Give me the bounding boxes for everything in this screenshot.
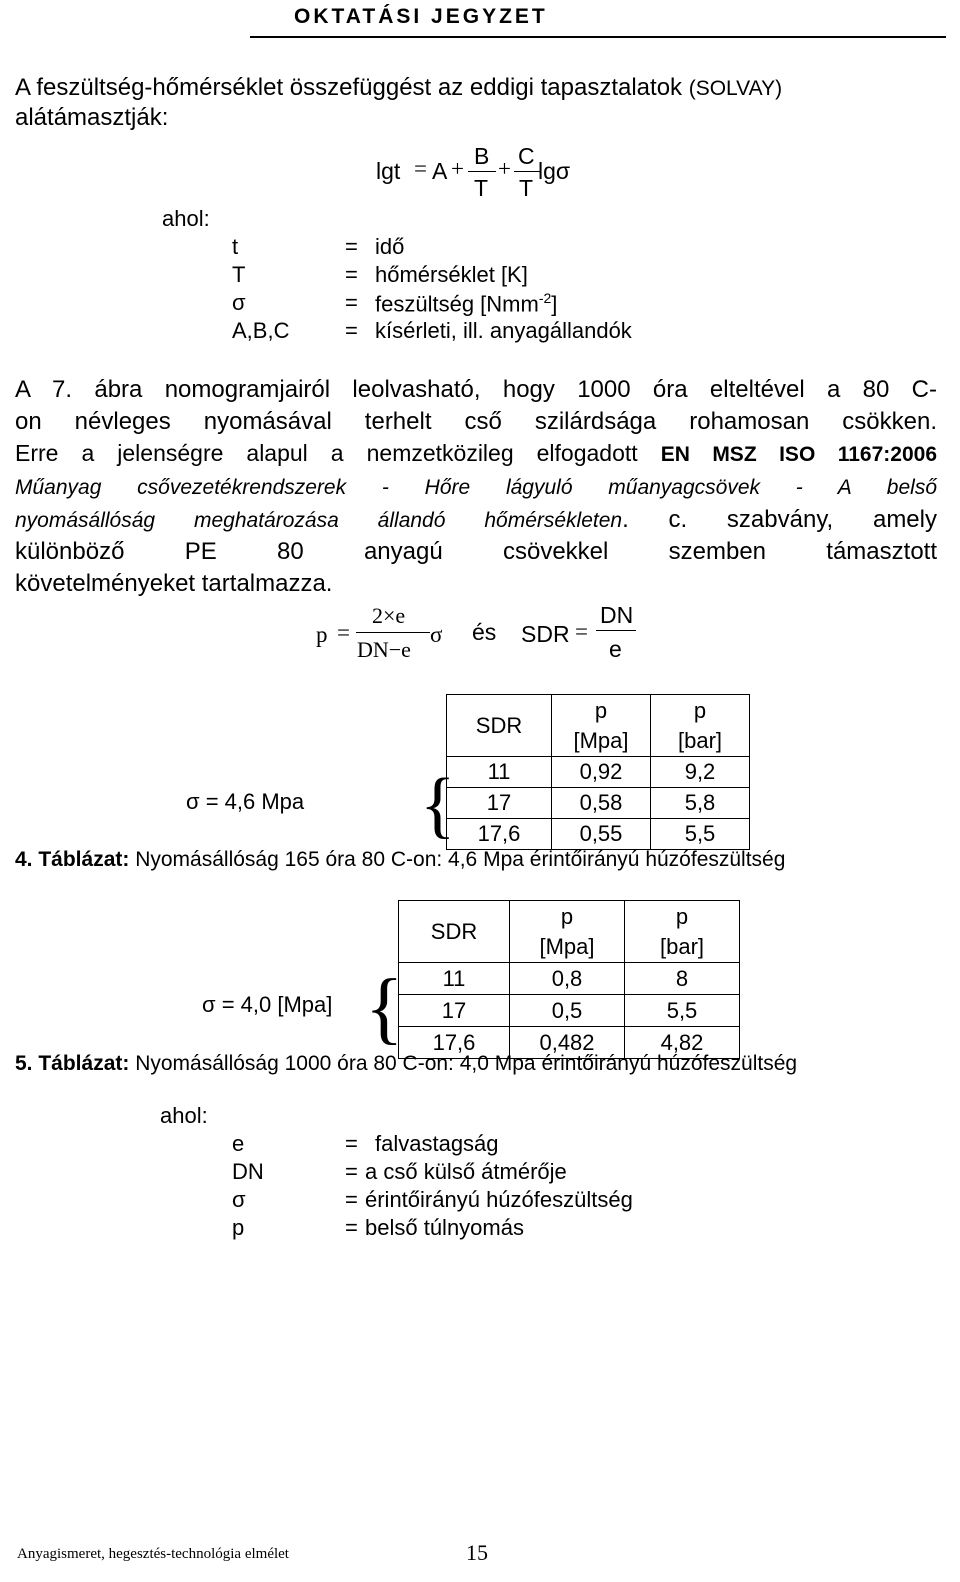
table5-sigma-label: σ = 4,0 [Mpa] xyxy=(202,992,333,1017)
intro-text: A feszültség-hőmérséklet összefüggést az eddigi tapasztalatok xyxy=(15,74,689,101)
table-header-cell: SDR xyxy=(399,901,510,963)
legend2-symbol: p xyxy=(232,1215,245,1240)
legend2-desc: a cső külső átmérője xyxy=(365,1159,567,1184)
table-cell: 0,55 xyxy=(552,819,651,850)
legend2-eq: = xyxy=(345,1159,358,1184)
formula2-dn: DN xyxy=(600,602,634,628)
standard-reference: EN MSZ ISO 1167:2006 xyxy=(660,443,938,466)
legend2-symbol: e xyxy=(232,1131,245,1156)
legend1-symbol: σ xyxy=(232,290,246,315)
table-cell: 17,6 xyxy=(447,819,552,850)
formula2-es: és xyxy=(472,619,497,645)
paragraph-line: különböző PE 80 anyagú csövekkel szemben támasztott xyxy=(15,538,937,565)
formula2-eq: = xyxy=(337,620,350,645)
paragraph-line: nyomásállóság meghatározása állandó hőmérsékleten. c. szabvány, amely xyxy=(15,506,937,533)
table-header-cell: SDR xyxy=(447,695,552,757)
paragraph-line: követelményeket tartalmazza. xyxy=(15,570,333,597)
legend2-desc: belső túlnyomás xyxy=(365,1215,524,1240)
formula2-sdr: SDR xyxy=(521,621,570,647)
legend1-desc: hőmérséklet [K] xyxy=(375,262,528,287)
legend1-desc: feszültség [Nmm$^{-2}$] xyxy=(375,290,558,317)
table-cell: 5,5 xyxy=(651,819,750,850)
table-cell: 0,5 xyxy=(510,995,625,1027)
legend2-eq: = xyxy=(345,1215,358,1240)
table-cell: 8 xyxy=(625,963,740,995)
table-row xyxy=(399,963,740,995)
legend2-symbol: σ xyxy=(232,1187,246,1212)
paragraph-line: A 7. ábra nomogramjairól leolvasható, hogy 1000 óra elteltével a 80 C- xyxy=(15,376,937,403)
table-row xyxy=(399,995,740,1027)
table-cell: 0,92 xyxy=(552,757,651,788)
legend1-desc: idő xyxy=(375,234,405,259)
table-cell: 9,2 xyxy=(651,757,750,788)
formula2-numerator: 2×e xyxy=(372,603,406,628)
legend1-eq: = xyxy=(345,318,358,343)
fraction-bar xyxy=(468,171,496,172)
legend1-eq: = xyxy=(345,262,358,287)
formula2-sigma: σ xyxy=(430,622,443,647)
table-cell: 17 xyxy=(447,788,552,819)
table-5 xyxy=(398,900,740,1059)
table-cell: 4,82 xyxy=(625,1027,740,1059)
legend1-symbol: t xyxy=(232,234,239,259)
intro-paren: (SOLVAY) xyxy=(688,77,783,100)
formula1-plus-1: + xyxy=(451,156,464,181)
legend1-eq: = xyxy=(345,234,358,259)
document-header-title: OKTATÁSI JEGYZET xyxy=(294,5,548,28)
table-header-row xyxy=(399,901,740,963)
intro-line-2: alátámasztják: xyxy=(15,104,169,131)
legend2-desc: falvastagság xyxy=(375,1131,499,1156)
brace-icon: { xyxy=(420,764,456,846)
footer-course-title: Anyagismeret, hegesztés-technológia elmélet xyxy=(17,1546,289,1562)
table-cell: 17,6 xyxy=(399,1027,510,1059)
table-row xyxy=(447,788,750,819)
table-header-cell: p [bar] xyxy=(625,901,740,963)
paragraph-line: Erre a jelenségre alapul a nemzetközileg elfogadott EN MSZ ISO 1167:2006 xyxy=(15,440,938,466)
formula1-plus-2: + xyxy=(498,156,511,181)
formula1-c-denominator: T xyxy=(519,175,534,201)
table-header-cell: p [Mpa] xyxy=(510,901,625,963)
legend2-label: ahol: xyxy=(160,1103,208,1128)
formula1-lhs: lgt xyxy=(376,158,401,184)
table-cell: 0,58 xyxy=(552,788,651,819)
legend2-eq: = xyxy=(345,1131,358,1156)
formula1-tail: lgσ xyxy=(538,158,571,184)
paragraph-line: on névleges nyomásával terhelt cső szilárdsága rohamosan csökken. xyxy=(15,408,937,435)
legend2-symbol: DN xyxy=(232,1159,264,1184)
table4-caption: 4. Táblázat: Nyomásállóság 165 óra 80 C-on: 4,6 Mpa érintőirányú húzófeszültség xyxy=(15,848,786,871)
formula2-denominator: DN−e xyxy=(357,637,411,662)
table-row xyxy=(447,819,750,850)
legend1-symbol: A,B,C xyxy=(232,318,290,343)
table-header-cell: p [Mpa] xyxy=(552,695,651,757)
table-row xyxy=(447,757,750,788)
legend1-desc: kísérleti, ill. anyagállandók xyxy=(375,318,632,343)
formula1-eq: = xyxy=(414,156,427,181)
page-number: 15 xyxy=(466,1540,488,1565)
standard-title-line: Műanyag csővezetékrendszerek - Hőre lágyuló műanyagcsövek - A belső xyxy=(15,476,937,499)
formula2-eq2: = xyxy=(575,619,588,644)
legend1-symbol: T xyxy=(232,262,246,287)
fraction-bar xyxy=(596,630,636,631)
legend2-desc: érintőirányú húzófeszültség xyxy=(365,1187,633,1212)
table-cell: 11 xyxy=(447,757,552,788)
legend1-eq: = xyxy=(345,290,358,315)
formula1-c-numerator: C xyxy=(518,143,535,169)
table-cell: 5,5 xyxy=(625,995,740,1027)
formula2-e: e xyxy=(609,636,622,662)
table-header-row xyxy=(447,695,750,757)
table-cell: 5,8 xyxy=(651,788,750,819)
formula1-a: A xyxy=(432,158,448,184)
table-cell: 17 xyxy=(399,995,510,1027)
formula1-b-denominator: T xyxy=(474,175,489,201)
table5-caption: 5. Táblázat: Nyomásállóság 1000 óra 80 C-on: 4,0 Mpa érintőirányú húzófeszültség xyxy=(15,1052,798,1075)
legend2-eq: = xyxy=(345,1187,358,1212)
formula2-p: p xyxy=(316,622,328,647)
table-cell: 0,482 xyxy=(510,1027,625,1059)
fraction-bar xyxy=(514,171,540,172)
table-cell: 0,8 xyxy=(510,963,625,995)
fraction-bar xyxy=(356,632,430,633)
table4-sigma-label: σ = 4,6 Mpa xyxy=(186,789,305,814)
intro-line-1 xyxy=(15,74,782,102)
legend1-label: ahol: xyxy=(162,206,210,231)
table-4 xyxy=(446,694,750,850)
table-cell: 11 xyxy=(399,963,510,995)
formula1-b-numerator: B xyxy=(474,143,490,169)
brace-icon: { xyxy=(365,964,404,1052)
table-header-cell: p [bar] xyxy=(651,695,750,757)
